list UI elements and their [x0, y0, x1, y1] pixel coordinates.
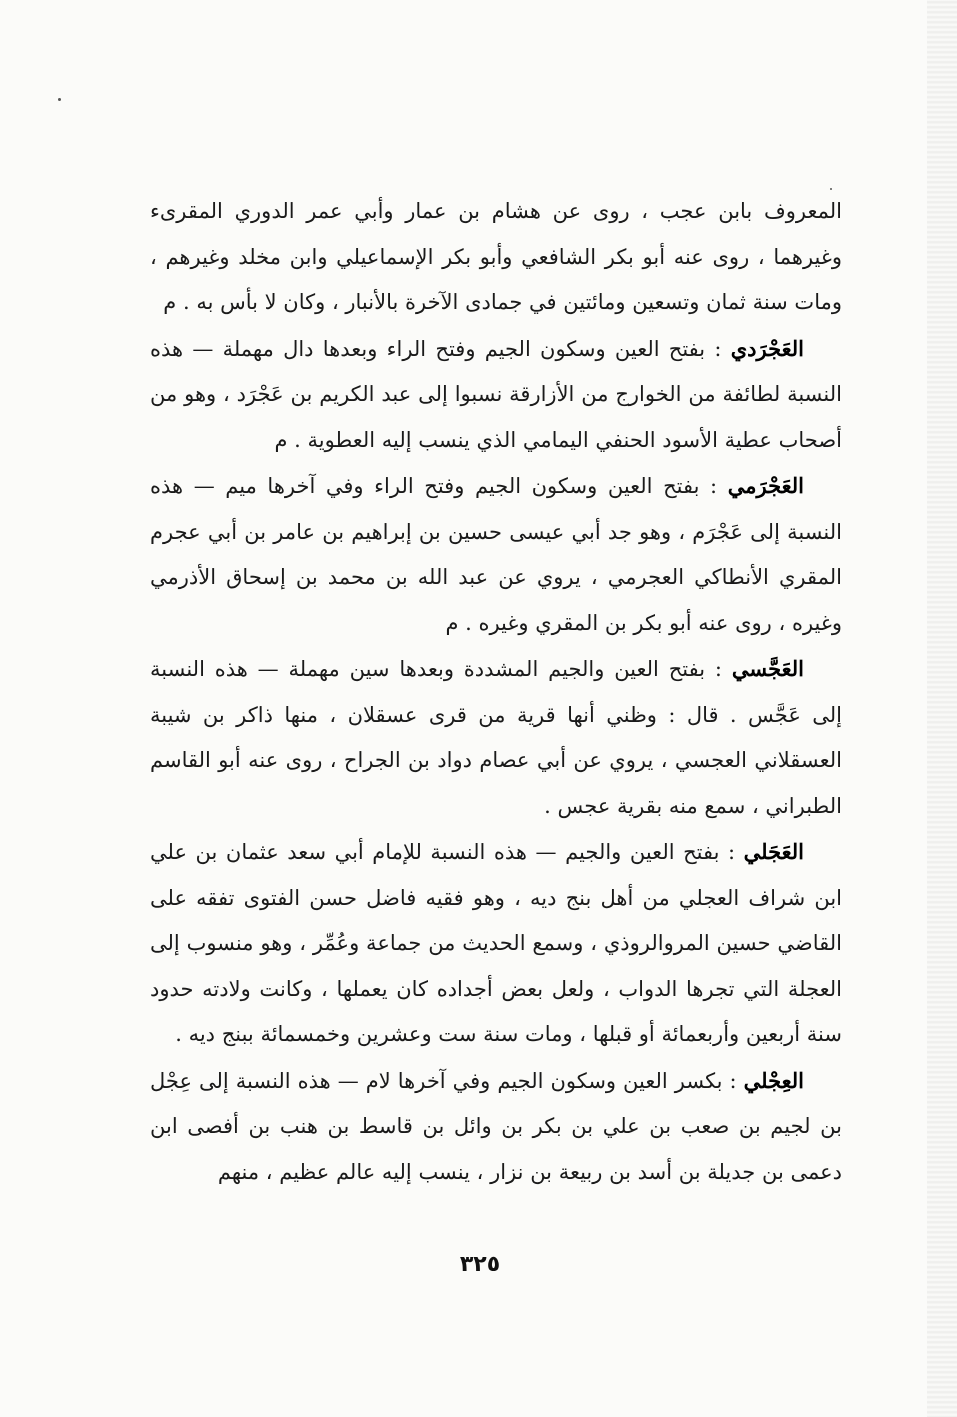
entry-body: : بفتح العين والجيم — هذه النسبة للإمام أبي سعد عثمان بن علي ابن شراف العجلي من أهل بنج ديه ، وهو فقيه فاضل حسن الفتوى تفقه على القاضي حسين المروالروذي ، وسمع الحديث من جماعة وعُمِّر ، وهو منسوب إلى العجلة التي تجرها الدواب ، ولعل بعض أجداده كان يعملها ، وكانت ولادته حدود سنة أربعين وأربعمائة أو قبلها ، ومات سنة ست وعشرين وخمسمائة ببنج ديه . [150, 840, 842, 1046]
entry-paragraph [150, 1058, 842, 1196]
scan-edge-noise [927, 0, 957, 1417]
entry-paragraph [150, 326, 842, 464]
entry-heading: العَجْرَمي [727, 473, 804, 498]
entry-body: : بفتح العين وسكون الجيم وفتح الراء وفي آخرها ميم — هذه النسبة إلى عَجْرَم ، وهو جد أبي عيسى حسين بن إبراهيم بن عامر بن أبي عجرم المقري الأنطاكي العجرمي ، يروي عن عبد الله بن محمد بن إسحاق الأذرمي وغيره ، روى عنه أبو بكر بن المقري وغيره . م [150, 474, 842, 635]
main-text [150, 188, 842, 1195]
entry-heading: العَجْرَدي [730, 335, 804, 361]
entry-heading: العَجَّسي [731, 656, 804, 681]
entry-heading: العِجْلي [743, 1067, 804, 1093]
scan-speck [58, 98, 61, 101]
entry-paragraph [150, 463, 842, 646]
entry-body: : بكسر العين وسكون الجيم وفي آخرها لام — هذه النسبة إلى عِجْل بن لجيم بن صعب بن علي بن بكر بن وائل بن قاسط بن هنب بن أفصى ابن دعمى بن جديلة بن أسد بن ربيعة بن نزار ، ينسب إليه عالم عظيم ، منهم [150, 1068, 842, 1184]
entry-body: : بفتح العين وسكون الجيم وفتح الراء وبعدها دال مهملة — هذه النسبة لطائفة من الخوارج من الأزارقة نسبوا إلى عبد الكريم بن عَجْرَد ، وهو من أصحاب عطية الأسود الحنفي اليمامي الذي ينسب إليه العطوية . م [150, 336, 842, 452]
entry-body: المعروف بابن عجب ، روى عن هشام بن عمار وأبي عمر الدوري المقرىء وغيرهما ، روى عنه أبو بكر الشافعي وأبو بكر الإسماعيلي وابن مخلد وغيرهم ، ومات سنة ثمان وتسعين ومائتين في جمادى الآخرة بالأنبار ، وكان لا بأس به . م [150, 199, 842, 314]
entry-paragraph [150, 646, 842, 829]
entry-body: : بفتح العين والجيم المشددة وبعدها سين مهملة — هذه النسبة إلى عَجَّس . قال : وظني أنها قرية من قرى عسقلان ، منها ذاكر بن شيبة العسقلاني العجسي ، يروي عن أبي عصام دواد بن الجراح ، روى عنه أبو القاسم الطبراني ، سمع منه بقرية عجس . [150, 657, 842, 818]
entry-paragraph [150, 829, 842, 1058]
entry-paragraph [150, 188, 842, 326]
entry-heading: العَجَلي [743, 839, 805, 864]
page-number: ٣٢٥ [459, 1252, 501, 1277]
